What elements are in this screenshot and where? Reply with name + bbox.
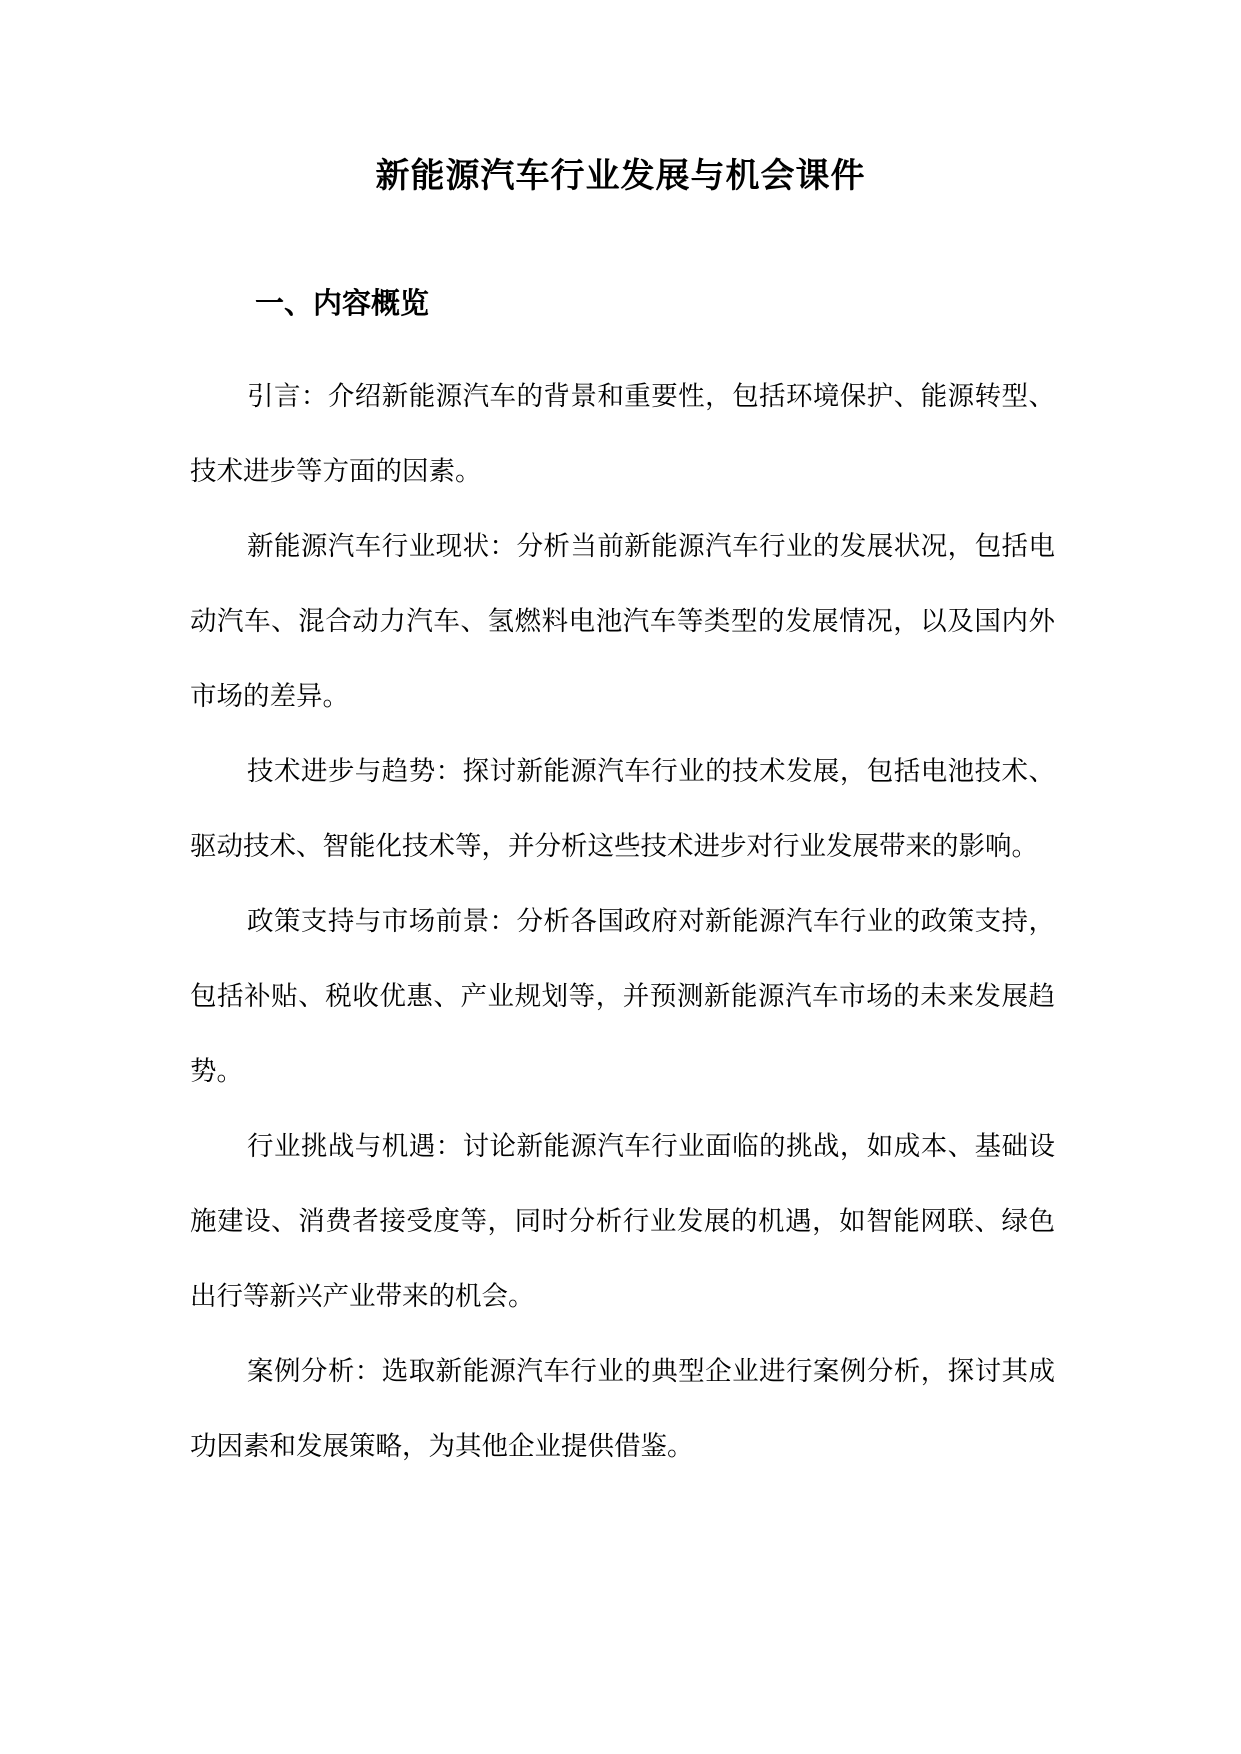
document-title: 新能源汽车行业发展与机会课件 bbox=[375, 156, 866, 196]
paragraph-case-study: 案例分析：选取新能源汽车行业的典型企业进行案例分析，探讨其成功因素和发展策略，为其他企业提供借鉴。 bbox=[190, 1356, 1055, 1462]
paragraph-technology-trends: 技术进步与趋势：探讨新能源汽车行业的技术发展，包括电池技术、驱动技术、智能化技术等，并分析这些技术进步对行业发展带来的影响。 bbox=[190, 756, 1055, 862]
paragraph-challenges-opportunities: 行业挑战与机遇：讨论新能源汽车行业面临的挑战，如成本、基础设施建设、消费者接受度等，同时分析行业发展的机遇，如智能网联、绿色出行等新兴产业带来的机会。 bbox=[190, 1131, 1055, 1312]
paragraph-introduction: 引言：介绍新能源汽车的背景和重要性，包括环境保护、能源转型、技术进步等方面的因素。 bbox=[190, 381, 1055, 487]
section-heading: 一、内容概览 bbox=[255, 286, 430, 320]
paragraph-industry-status: 新能源汽车行业现状：分析当前新能源汽车行业的发展状况，包括电动汽车、混合动力汽车、氢燃料电池汽车等类型的发展情况，以及国内外市场的差异。 bbox=[190, 531, 1055, 712]
paragraph-policy-market: 政策支持与市场前景：分析各国政府对新能源汽车行业的政策支持，包括补贴、税收优惠、产业规划等，并预测新能源汽车市场的未来发展趋势。 bbox=[190, 906, 1055, 1087]
document-body bbox=[190, 359, 1055, 1484]
